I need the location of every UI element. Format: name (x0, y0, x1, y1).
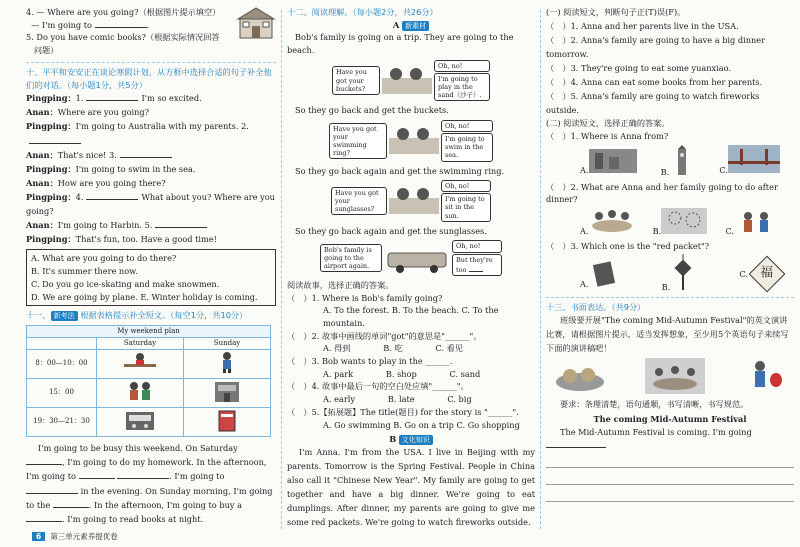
car-picture (382, 241, 452, 275)
option-label: A. (580, 279, 589, 290)
question-4: 4. — Where are you going?（根据图片提示填空） (26, 7, 221, 17)
dialog-line (26, 176, 276, 190)
question-5-note: 问题） (33, 45, 59, 56)
section-11-number: 十一、 (26, 310, 51, 321)
answer-blank[interactable] (117, 471, 169, 479)
reading-question[interactable]: （ ）2. 故事中画线的单词"got"的意思是"______"。 (287, 330, 482, 341)
dialog-text: I'm so excited. (141, 93, 202, 104)
answer-blank[interactable] (79, 471, 115, 479)
fu-card-picture: 福 (749, 256, 786, 293)
dialog-text: 4. (75, 191, 84, 202)
reading-options: A. park B. shop C. sand (323, 368, 481, 379)
big-ben-picture (669, 145, 695, 175)
story-panel-1 (287, 60, 535, 102)
option-label: B. (660, 166, 670, 177)
speaker: Pingping： (26, 121, 76, 132)
writing-line[interactable] (546, 472, 794, 485)
dialog-line (26, 232, 276, 246)
option-label: C. (719, 164, 728, 175)
speech-bubble: I'm going to swim in the sea. (441, 133, 493, 161)
reading-options: A. To the forest. B. To the beach. C. To the mountain. (323, 305, 499, 328)
mc-question-3: （ ）3. Which one is the "red packet"? (546, 240, 710, 251)
family-picture (380, 64, 434, 98)
reading-options: A. early B. late C. big (323, 394, 472, 405)
true-false-list (546, 19, 794, 118)
dialog-line (26, 91, 276, 105)
right-column (546, 6, 794, 502)
new-format-tag: 新考法 (51, 311, 78, 321)
culture-tag: 文化知识 (399, 435, 433, 445)
speaker: Anan： (26, 107, 58, 118)
plan-time: 8：00—10：00 (27, 349, 97, 378)
speech-bubble: I'm going to play in the sand（沙子）. (434, 73, 490, 101)
dialog-text: Where are you going? (57, 107, 150, 118)
speech-bubble: Have you got your swimming ring? (329, 123, 387, 160)
family-dinner-picture (589, 208, 635, 234)
dialog-text: How are you going there? (57, 177, 166, 188)
dialog-text: What about you? Where are you going? (26, 191, 275, 217)
supermarket-picture (207, 379, 247, 403)
reading-options: A. Go swimming B. Go on a trip C. Go shopping (323, 419, 520, 430)
boy-picture (207, 350, 247, 374)
story-panel-4 (287, 240, 535, 275)
speaker: Pingping： (26, 191, 76, 202)
answer-blank[interactable] (546, 440, 606, 448)
writing-prompt: 班级要开展"The coming Mid-Autumn Festival"的英文演讲比赛，请根据图片提示，适当发挥想象，至少用5个英语句子来续写下面的演讲稿吧！ (546, 314, 789, 353)
speech-bubble: But they're too (452, 254, 502, 276)
shopping-picture (734, 208, 780, 234)
answer-blank[interactable] (26, 514, 62, 522)
family-picture (387, 184, 441, 218)
column-divider (540, 10, 541, 529)
true-false-item[interactable]: （ ）5. Anna's family are going to watch fireworks outside. (546, 91, 760, 116)
column-divider (281, 10, 282, 529)
dialog (26, 91, 276, 246)
plan-time: 19：30—21：30 (27, 407, 97, 436)
city-picture (589, 145, 637, 173)
answer-blank[interactable] (26, 457, 62, 465)
reading-instruction: 阅读故事，选择正确的答案。 (287, 279, 394, 290)
section-12-title: 十二、阅读理解。（每小题2分，共26分） (287, 7, 438, 17)
weekend-plan-table (26, 325, 271, 437)
option-item: D. We are going by plane. E. Winter holiday is coming. (31, 291, 258, 302)
mc-question-1: （ ）1. Where is Anna from? (546, 131, 669, 142)
true-false-item[interactable]: （ ）1. Anna and her parents live in the USA. (546, 20, 739, 31)
essay-start: The Mid-Autumn Festival is coming. I'm going (546, 426, 794, 451)
bridge-picture (728, 145, 780, 173)
story-sentence: So they go back again and get the sunglasses. (295, 225, 487, 236)
homework-picture (120, 350, 160, 374)
plan-col-sunday: Sunday (184, 337, 271, 349)
answer-blank[interactable] (53, 500, 89, 508)
option-item: C. Do you go ice-skating and make snowmen. (31, 278, 220, 289)
option-label: C. (725, 225, 734, 236)
true-false-item[interactable]: （ ）4. Anna can eat some books from her parents. (546, 77, 763, 88)
cinema-picture (120, 408, 160, 432)
middle-column (287, 6, 535, 530)
answer-blank[interactable] (95, 20, 147, 28)
story-panel-2 (287, 120, 535, 162)
true-false-item[interactable]: （ ）2. Anna's family are going to have a big dinner tomorrow. (546, 34, 766, 59)
writing-line[interactable] (546, 489, 794, 502)
reading-question[interactable]: （ ）3. Bob wants to play in the ______. (287, 356, 453, 367)
family-picture (387, 124, 441, 158)
dialog-text: I'm going to Harbin. 5. (57, 220, 153, 231)
option-label: A. (580, 164, 589, 175)
speaker: Pingping： (26, 93, 76, 104)
speech-bubble: I'm going to sit in the sun. (441, 193, 491, 221)
dialog-text: That's fun, too. Have a good time! (75, 234, 217, 245)
page-number: 6 (32, 532, 45, 541)
bookshop-icon (236, 6, 276, 40)
option-label: B. (661, 282, 671, 293)
mc1-options (580, 145, 780, 179)
passage-b: I'm Anna. I'm from the USA. I live in Beijing with my parents. Tomorrow is the Spring Festival. People in China also call it "Chinese New Year". My family are going to get together and have a big dinner. We're going to eat dumplings. After dinner, my parents are going to give me some red packets. We're going to watch fireworks outside. (287, 446, 535, 527)
plan-title: My weekend plan (27, 325, 271, 337)
speaker: Anan： (26, 149, 58, 160)
mc3-options (580, 254, 780, 294)
new-material-tag: 新素材 (402, 21, 429, 31)
family-dinner-picture (645, 358, 705, 394)
writing-line[interactable] (546, 455, 794, 468)
speaker: Pingping： (26, 234, 76, 245)
option-label: C. (739, 268, 748, 279)
speaker: Anan： (26, 177, 58, 188)
left-column (26, 6, 276, 527)
story-sentence: So they go back and get the buckets. (295, 105, 449, 116)
dialog-line (26, 218, 276, 232)
section-10-title: 十、平平和安安正在谈论寒假计划，从方框中选择合适的句子补全他们的对话。（每小题1分，共5分） (26, 66, 272, 90)
answer-blank[interactable] (86, 93, 138, 101)
answer-blank[interactable] (26, 486, 78, 494)
answer-blank[interactable] (86, 192, 138, 200)
fill-passage: I'm going to be busy this weekend. On Saturday , I'm going to do my homework. In the afternoon, I'm going to . I'm going to in the evening. On Sunday morning, I'm going to the . In the afternoon, I'm going to buy a . I'm going to read books at night. (26, 442, 273, 525)
option-item: A. What are you going to do there? (31, 253, 177, 264)
part-a-label: A (393, 19, 400, 30)
reading-questions (287, 292, 535, 432)
dialog-text: I'm going to swim in the sea. (75, 163, 196, 174)
footer-label: 第三单元素养提优卷 (50, 532, 118, 541)
story-panel-3 (287, 180, 535, 222)
section-13-title: 十三、书面表达。（共9分） (546, 302, 646, 313)
dialog-text: That's nice! 3. (57, 149, 117, 160)
book-picture (207, 408, 247, 432)
page-footer (32, 531, 118, 542)
options-box (26, 249, 276, 306)
speech-bubble: Oh, no! (441, 180, 491, 192)
answer-blank[interactable] (155, 220, 207, 228)
option-label: B. (652, 225, 662, 236)
people-picture (120, 379, 160, 403)
answer-blank[interactable] (120, 150, 172, 158)
answer-blank[interactable] (469, 264, 483, 272)
option-item: B. It's summer there now. (31, 266, 138, 277)
speech-bubble: Oh, no! (434, 60, 490, 72)
writing-requirements: 要求：条理清楚，语句通顺，书写清晰，书写规范。 (560, 398, 749, 409)
multiple-choice-instruction: (二) 阅读短文，选择正确的答案。 (546, 118, 670, 129)
fireworks-picture (661, 208, 707, 234)
reading-question[interactable]: （ ）1. Where is Bob's family going? (287, 292, 443, 303)
part-b-label: B (389, 434, 397, 445)
festival-pictures (554, 358, 784, 394)
dialog-line (26, 190, 276, 218)
story-sentence: Bob's family is going on a trip. They are going to the beach. (287, 32, 514, 56)
mc2-options (580, 208, 780, 238)
dialog-line (26, 119, 276, 147)
speaker: Anan： (26, 220, 58, 231)
essay-title: The coming Mid-Autumn Festival (593, 414, 747, 425)
dialog-text: I'm going to Australia with my parents. 2. (75, 121, 249, 132)
option-label: A. (580, 225, 589, 236)
chinese-knot-picture (670, 254, 696, 290)
reading-question[interactable]: （ ）5.【拓展题】The title(题目) for the story is "______". (287, 406, 519, 417)
speaker: Pingping： (26, 163, 76, 174)
question-5: 5. Do you have comic books?（根据实际情况回答 (26, 32, 220, 43)
answer-blank[interactable] (29, 136, 81, 144)
boy-with-lantern-picture (744, 358, 784, 394)
speech-bubble: Bob's family is going to the airport again. (320, 244, 382, 272)
plan-time: 15：00 (27, 378, 97, 407)
reading-options: A. 得到 B. 吃 C. 看见 (323, 343, 463, 354)
mc-question-2: （ ）2. What are Anna and her family going to do after dinner? (546, 181, 778, 205)
plan-col-saturday: Saturday (97, 337, 184, 349)
speech-bubble: Have you got your buckets? (332, 66, 380, 94)
dialog-text: 1. (75, 93, 84, 104)
true-false-item[interactable]: （ ）3. They're going to eat some yuanxiao. (546, 63, 732, 74)
speech-bubble: Oh, no! (452, 240, 502, 252)
true-false-instruction: (一) 阅读短文，判断句子正(T)误(F)。 (546, 7, 686, 17)
dialog-line (26, 162, 276, 176)
speech-bubble: Oh, no! (441, 120, 493, 132)
dialog-line (26, 148, 276, 162)
question-4-answer: — I'm going to . (31, 19, 150, 30)
reading-question[interactable]: （ ）4. 故事中最后一句的空白处应填"______"。 (287, 381, 469, 392)
section-11-title: 根据表格提示补全短文。（每空1分，共10分） (80, 310, 248, 321)
mooncake-picture (554, 358, 606, 394)
red-packet-picture (589, 257, 619, 287)
speech-bubble: Have you got your sunglasses? (331, 187, 387, 215)
dialog-line (26, 105, 276, 119)
story-sentence: So they go back again and get the swimming ring. (295, 165, 505, 176)
